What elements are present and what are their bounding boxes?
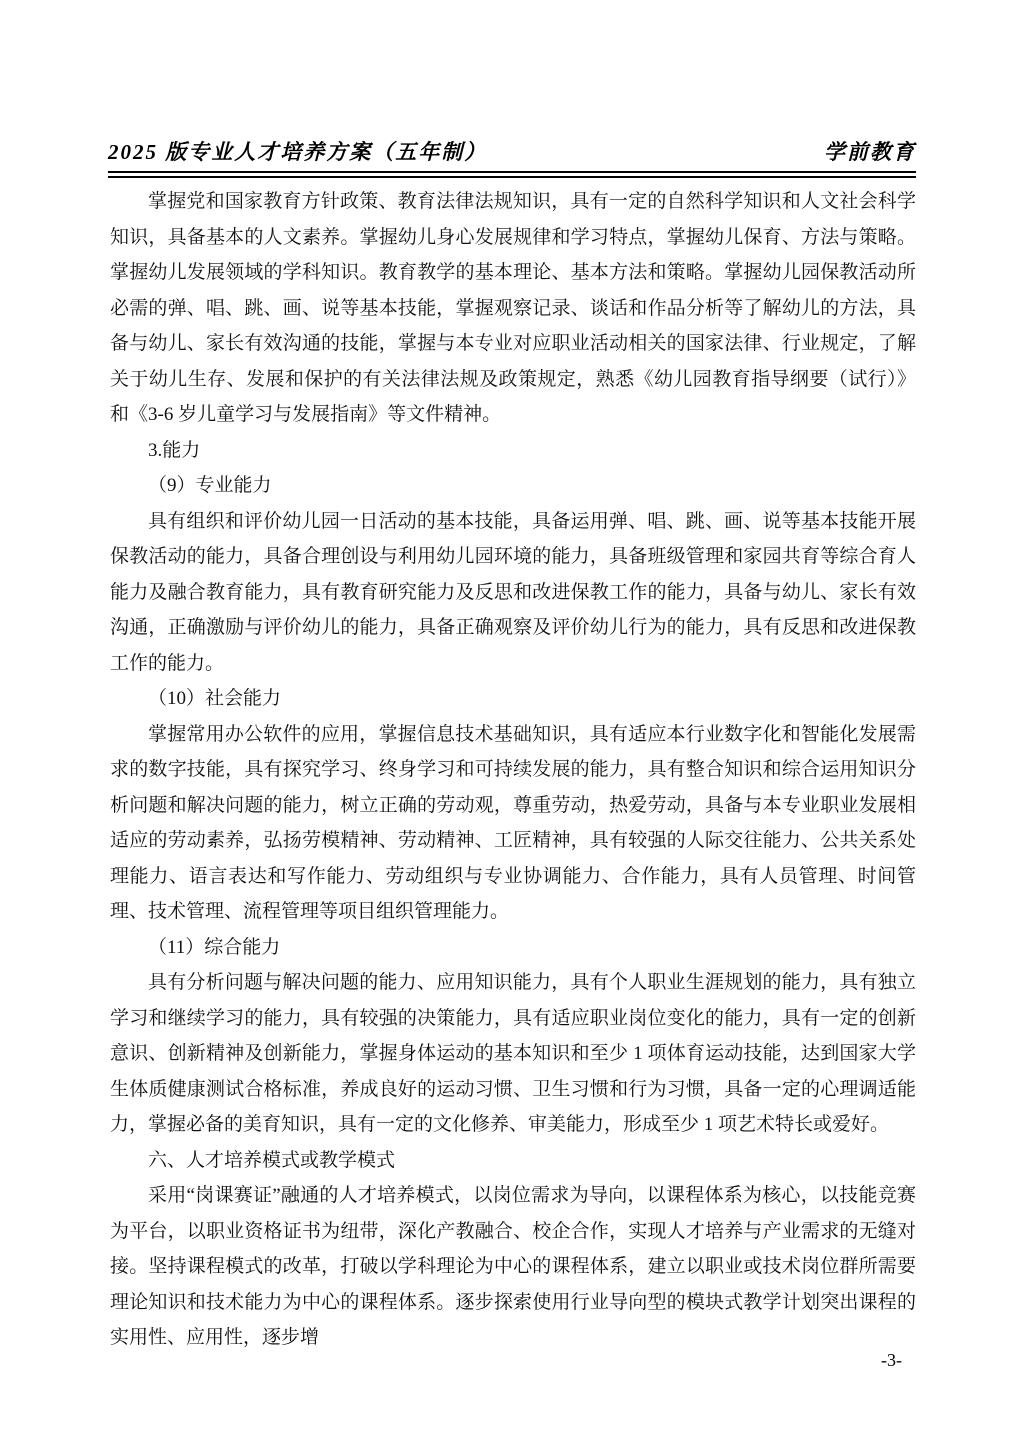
header-row bbox=[108, 136, 916, 166]
page-header bbox=[108, 136, 916, 178]
paragraph-knowledge-requirements: 掌握党和国家教育方针政策、教育法律法规知识，具有一定的自然科学知识和人文社会科学知识，具备基本的人文素养。掌握幼儿身心发展规律和学习特点，掌握幼儿保育、方法与策略。掌握幼儿发展领域的学科知识。教育教学的基本理论、基本方法和策略。掌握幼儿园保教活动所必需的弹、唱、跳、画、说等基本技能，掌握观察记录、谈话和作品分析等了解幼儿的方法，具备与幼儿、家长有效沟通的技能，掌握与本专业对应职业活动相关的国家法律、行业规定，了解关于幼儿生存、发展和保护的有关法律法规及政策规定，熟悉《幼儿园教育指导纲要（试行）》和《3-6 岁儿童学习与发展指南》等文件精神。 bbox=[110, 191, 916, 425]
header-document-title: 2025 版专业人才培养方案（五年制） bbox=[108, 140, 488, 164]
heading-ability: 3.能力 bbox=[148, 439, 201, 461]
heading-training-mode: 六、人才培养模式或教学模式 bbox=[148, 1149, 396, 1171]
paragraph-professional-ability: 具有组织和评价幼儿园一日活动的基本技能，具备运用弹、唱、跳、画、说等基本技能开展保教活动的能力，具备合理创设与利用幼儿园环境的能力，具备班级管理和家园共育等综合育人能力及融合教育能力，具有教育研究能力及反思和改进保教工作的能力，具备与幼儿、家长有效沟通，正确激励与评价幼儿的能力，具备正确观察及评价幼儿行为的能力，具有反思和改进保教工作的能力。 bbox=[110, 510, 916, 674]
paragraph-comprehensive-ability: 具有分析问题与解决问题的能力、应用知识能力，具有个人职业生涯规划的能力，具有独立学习和继续学习的能力，具有较强的决策能力，具有适应职业岗位变化的能力，具有一定的创新意识、创新精神及创新能力，掌握身体运动的基本知识和至少 1 项体育运动技能，达到国家大学生体质健康测试合格标准，养成良好的运动习惯、卫生习惯和行为习惯，具备一定的心理调适能力，掌握必备的美育知识，具有一定的文化修养、审美能力，形成至少 1 项艺术特长或爱好。 bbox=[110, 972, 916, 1135]
paragraph-training-mode: 采用“岗课赛证”融通的人才培养模式，以岗位需求为导向，以课程体系为核心，以技能竞赛为平台，以职业资格证书为纽带，深化产教融合、校企合作，实现人才培养与产业需求的无缝对接。坚持课程模式的改革，打破以学科理论为中心的课程体系，建立以职业或技术岗位群所需要理论知识和技术能力为中心的课程体系。逐步探索使用行业导向型的模块式教学计划突出课程的实用性、应用性，逐步增 bbox=[110, 1185, 916, 1348]
heading-professional-ability: （9）专业能力 bbox=[148, 475, 272, 496]
document-body bbox=[110, 184, 916, 1356]
header-subject-label: 学前教育 bbox=[824, 140, 916, 164]
heading-social-ability: （10）社会能力 bbox=[148, 688, 282, 709]
header-double-rule bbox=[108, 171, 916, 178]
paragraph-social-ability: 掌握常用办公软件的应用，掌握信息技术基础知识，具有适应本行业数字化和智能化发展需求的数字技能，具有探究学习、终身学习和可持续发展的能力，具有整合知识和综合运用知识分析问题和解决问题的能力，树立正确的劳动观，尊重劳动，热爱劳动，具备与本专业职业发展相适应的劳动素养，弘扬劳模精神、劳动精神、工匠精神，具有较强的人际交往能力、公共关系处理能力、语言表达和写作能力、劳动组织与专业协调能力、合作能力，具有人员管理、时间管理、技术管理、流程管理等项目组织管理能力。 bbox=[110, 723, 916, 922]
page-number: -3- bbox=[881, 1350, 902, 1370]
heading-comprehensive-ability: （11）综合能力 bbox=[148, 936, 281, 958]
